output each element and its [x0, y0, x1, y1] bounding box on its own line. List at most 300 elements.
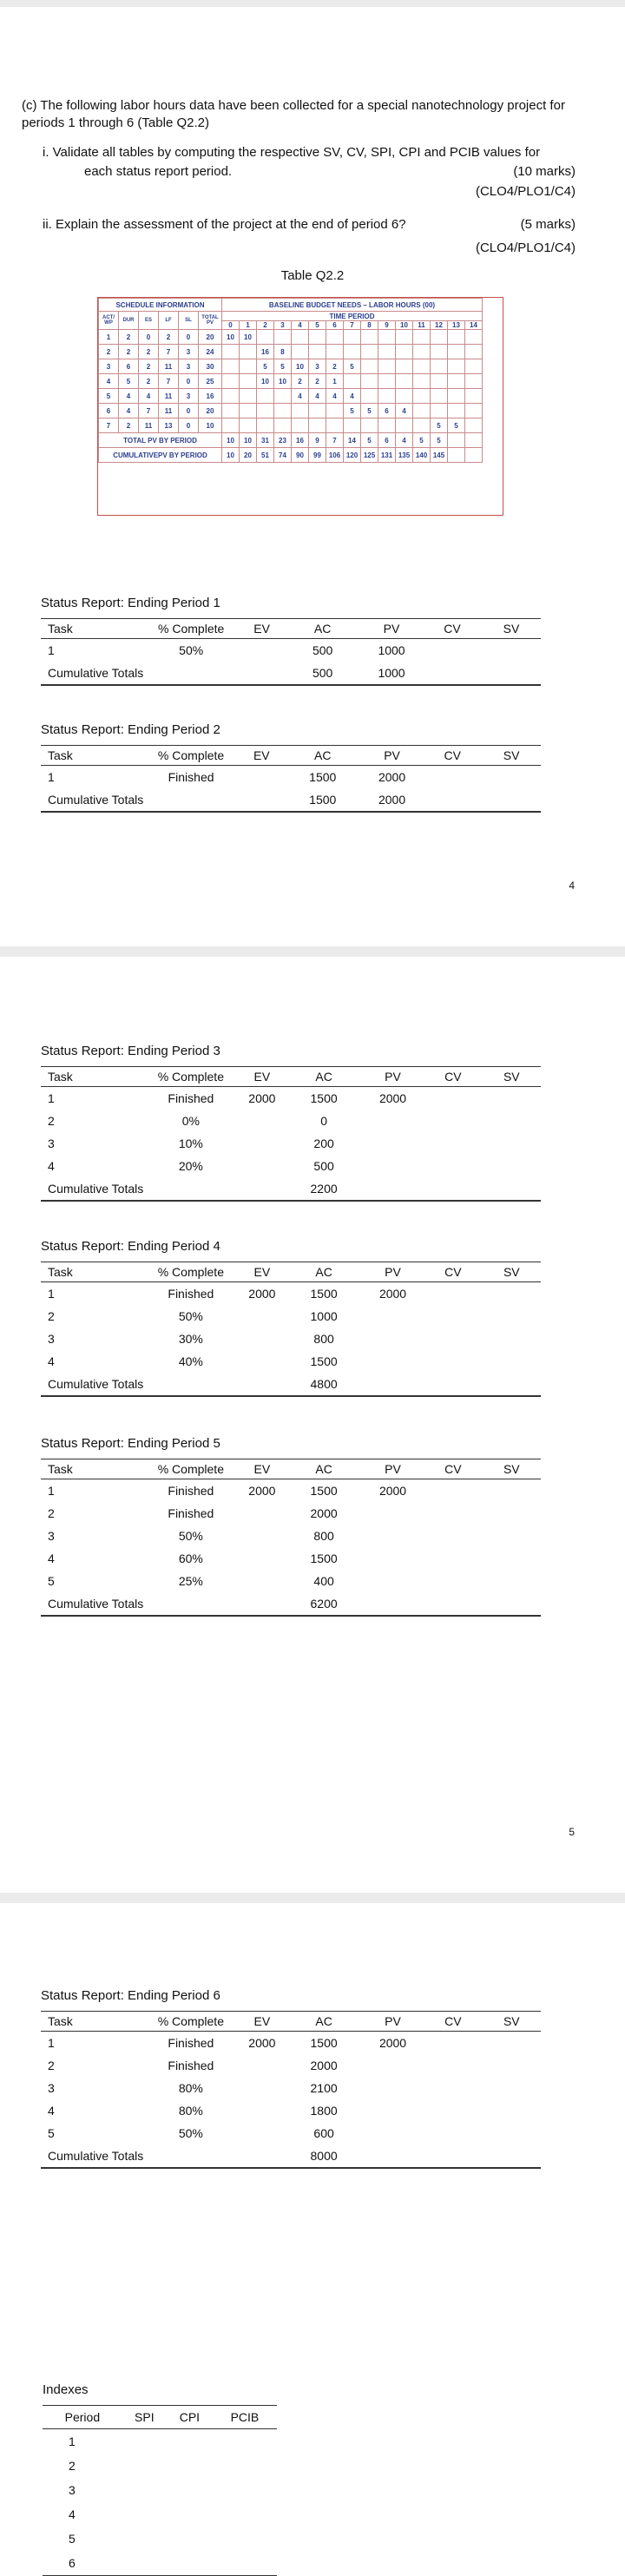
total-cell	[143, 1592, 238, 1616]
budget-cell	[240, 345, 257, 359]
budget-cell	[378, 389, 396, 404]
budget-cell	[431, 374, 448, 389]
status-cell	[362, 1155, 424, 1177]
index-period: 2	[69, 2459, 76, 2473]
index-value	[167, 2502, 213, 2527]
table-row	[41, 1502, 541, 1525]
cumulative-pv-cell: 131	[378, 448, 396, 463]
cumulative-pv-cell: 120	[344, 448, 361, 463]
budget-cell: 10	[240, 330, 257, 345]
budget-cell	[378, 418, 396, 433]
status-cell: 2100	[310, 2081, 338, 2095]
status-cell: 50%	[178, 1529, 203, 1543]
status-cell: 1000	[310, 1309, 338, 1323]
total-pv-cell: 10	[222, 433, 240, 448]
period-label: 3	[274, 321, 292, 330]
activity-info-cell: 30	[199, 359, 222, 374]
status-cell	[362, 1132, 424, 1155]
column-header: AC	[286, 2012, 362, 2032]
activity-info-cell: 16	[199, 389, 222, 404]
activity-row	[99, 345, 483, 359]
page-gap	[0, 946, 625, 957]
col-total-pv: TOTAL PV	[199, 312, 222, 330]
index-value	[167, 2527, 213, 2551]
status-cell: 5	[48, 1574, 55, 1588]
column-header: Task	[41, 2012, 143, 2032]
status-header-row	[41, 746, 541, 766]
status-header-row	[41, 1459, 541, 1479]
status-cell	[483, 1282, 541, 1306]
period-label: 9	[378, 321, 396, 330]
total-cell	[362, 1373, 424, 1396]
total-pv-cell: 10	[240, 433, 257, 448]
index-value	[122, 2478, 167, 2502]
budget-cell	[361, 374, 378, 389]
total-pv-cell: 9	[309, 433, 326, 448]
column-header: CV	[424, 2012, 482, 2032]
status-cell	[238, 1110, 286, 1132]
cumulative-totals-label: Cumulative Totals	[41, 1177, 143, 1201]
total-cell	[239, 788, 285, 812]
index-row	[43, 2478, 277, 2502]
status-cell	[238, 2054, 286, 2077]
activity-info-cell: 11	[159, 359, 179, 374]
budget-cell	[240, 404, 257, 418]
status-cell: Finished	[168, 1287, 214, 1301]
total-cell	[239, 662, 285, 685]
column-header: SV	[482, 619, 541, 639]
cumulative-pv-cell: 140	[413, 448, 431, 463]
status-cell: 50%	[178, 1309, 203, 1323]
status-cell: 2000	[248, 2036, 276, 2050]
activity-info-cell: 7	[159, 345, 179, 359]
cumulative-totals-label: Cumulative Totals	[41, 662, 143, 685]
status-cell: 1800	[310, 2104, 338, 2118]
budget-cell	[361, 330, 378, 345]
budget-cell	[378, 374, 396, 389]
status-cell	[239, 766, 285, 789]
period-label: 5	[309, 321, 326, 330]
column-header: PV	[362, 1067, 424, 1087]
budget-cell	[240, 359, 257, 374]
budget-cell	[222, 345, 240, 359]
column-header: EV	[238, 1459, 286, 1479]
table-row	[41, 1155, 541, 1177]
column-header: AC	[286, 1067, 362, 1087]
part-ii-marks: (5 marks)	[520, 217, 576, 232]
status-cell	[483, 1110, 541, 1132]
cumulative-totals-row	[41, 788, 541, 812]
status-cell	[424, 2032, 482, 2055]
status-cell: 2000	[310, 1506, 338, 1520]
column-header: Task	[41, 1262, 143, 1282]
status-cell	[362, 2077, 424, 2099]
activity-info-cell: 6	[99, 404, 119, 418]
status-cell	[483, 2099, 541, 2122]
period-label: 12	[431, 321, 448, 330]
status-cell: 2000	[378, 1287, 407, 1301]
status-cell	[362, 1328, 424, 1350]
status-cell	[423, 639, 482, 662]
column-header: AC	[286, 1262, 362, 1282]
budget-cell	[344, 345, 361, 359]
column-header: SV	[483, 1067, 541, 1087]
activity-info-cell: 0	[139, 330, 159, 345]
index-value	[213, 2502, 277, 2527]
status-cell: 20%	[178, 1159, 203, 1173]
column-header: AC	[285, 746, 361, 766]
period-label: 7	[344, 321, 361, 330]
status-cell: 0%	[181, 1114, 200, 1128]
status-cell	[238, 1328, 286, 1350]
budget-cell	[396, 389, 413, 404]
status-cell	[238, 2077, 286, 2099]
budget-cell	[292, 404, 309, 418]
total-pv-cell: 16	[292, 433, 309, 448]
budget-cell	[292, 418, 309, 433]
index-value	[167, 2429, 213, 2454]
status-cell: 2000	[248, 1287, 276, 1301]
status-cell	[424, 1570, 482, 1592]
activity-info-cell: 20	[199, 404, 222, 418]
activity-info-cell: 4	[139, 389, 159, 404]
table-row	[41, 1282, 541, 1306]
budget-cell: 2	[326, 359, 344, 374]
status-cell: 3	[48, 1332, 55, 1346]
budget-cell	[257, 418, 274, 433]
status-cell: 1	[48, 770, 55, 784]
status-cell: 2	[48, 1309, 55, 1323]
status-cell: 40%	[178, 1354, 203, 1368]
total-cell: 1000	[360, 662, 423, 685]
status-report-table	[41, 2011, 541, 2169]
table-row	[41, 1132, 541, 1155]
status-cell: Finished	[168, 770, 214, 784]
index-period: 4	[69, 2507, 76, 2521]
status-cell: 3	[48, 2081, 55, 2095]
period-label: 8	[361, 321, 378, 330]
status-cell	[483, 1350, 541, 1373]
column-header: % Complete	[143, 746, 239, 766]
column-header: SV	[483, 1262, 541, 1282]
index-value	[167, 2478, 213, 2502]
budget-cell	[465, 359, 483, 374]
status-report-title: Status Report: Ending Period 6	[41, 1988, 220, 2003]
table-row	[41, 1570, 541, 1592]
total-cell	[238, 1592, 286, 1616]
status-cell: 1000	[378, 643, 405, 657]
activity-info-cell: 2	[119, 345, 139, 359]
status-cell: 2	[48, 1114, 55, 1128]
page-gap	[0, 0, 625, 7]
total-cell	[143, 2144, 238, 2168]
status-cell: 1500	[309, 770, 337, 784]
col-dur: DUR	[119, 312, 139, 330]
activity-info-cell: 2	[119, 330, 139, 345]
status-cell	[483, 1305, 541, 1328]
index-value	[213, 2527, 277, 2551]
activity-info-cell: 2	[139, 374, 159, 389]
cumulative-totals-row	[41, 2144, 541, 2168]
status-cell: 1	[48, 643, 55, 657]
activity-info-cell: 1	[99, 330, 119, 345]
budget-cell	[448, 345, 465, 359]
total-pv-row	[99, 433, 483, 448]
status-cell	[238, 2122, 286, 2144]
budget-cell	[361, 389, 378, 404]
col-sl: SL	[179, 312, 199, 330]
index-value	[122, 2527, 167, 2551]
index-value	[122, 2429, 167, 2454]
question-part-ii: ii. Explain the assessment of the project at the end of period 6?	[43, 217, 406, 232]
index-value	[213, 2429, 277, 2454]
cumulative-totals-row	[41, 1592, 541, 1616]
budget-cell	[465, 374, 483, 389]
status-header-row	[41, 2012, 541, 2032]
status-cell	[362, 2054, 424, 2077]
budget-cell: 5	[344, 404, 361, 418]
status-report-title: Status Report: Ending Period 2	[41, 722, 220, 737]
activity-info-cell: 0	[179, 374, 199, 389]
status-report-table	[41, 745, 541, 813]
status-cell: 60%	[178, 1552, 203, 1565]
budget-cell	[326, 345, 344, 359]
budget-cell: 4	[292, 389, 309, 404]
budget-cell: 4	[344, 389, 361, 404]
budget-cell	[222, 359, 240, 374]
status-cell	[424, 1547, 482, 1570]
index-period: 6	[43, 2551, 122, 2576]
table-caption: Table Q2.2	[280, 268, 345, 283]
status-report-title: Status Report: Ending Period 1	[41, 596, 220, 610]
cumulative-pv-cell: 51	[257, 448, 274, 463]
column-header: % Complete	[143, 1262, 238, 1282]
cumulative-pv-cell: 90	[292, 448, 309, 463]
activity-info-cell: 7	[159, 374, 179, 389]
total-pv-cell: 4	[396, 433, 413, 448]
period-label: 0	[222, 321, 240, 330]
budget-cell	[326, 404, 344, 418]
budget-cell	[274, 404, 292, 418]
status-cell	[483, 1547, 541, 1570]
status-cell: 10%	[178, 1136, 203, 1150]
cumulative-totals-label: Cumulative Totals	[41, 1592, 143, 1616]
column-header: % Complete	[143, 1459, 238, 1479]
budget-cell	[361, 418, 378, 433]
column-header: EV	[239, 746, 285, 766]
column-header: PV	[362, 1459, 424, 1479]
status-cell: 25%	[178, 1574, 203, 1588]
status-cell	[424, 1479, 482, 1503]
status-cell	[238, 2099, 286, 2122]
table-row	[41, 2099, 541, 2122]
cumulative-pv-cell: 10	[222, 448, 240, 463]
table-row	[41, 639, 541, 662]
col-lf: LF	[159, 312, 179, 330]
budget-cell: 10	[257, 374, 274, 389]
table-row	[41, 1305, 541, 1328]
budget-cell: 5	[448, 418, 465, 433]
status-cell	[238, 1570, 286, 1592]
column-header: CV	[423, 746, 482, 766]
column-header: AC	[285, 619, 360, 639]
status-cell	[424, 1155, 482, 1177]
activity-info-cell: 20	[199, 330, 222, 345]
budget-cell	[396, 345, 413, 359]
status-cell	[239, 639, 285, 662]
activity-row	[99, 330, 483, 345]
status-cell	[483, 2054, 541, 2077]
total-cell	[423, 788, 482, 812]
status-cell: 80%	[178, 2104, 203, 2118]
page-gap	[0, 1893, 625, 1903]
status-cell: 2000	[378, 1091, 407, 1105]
budget-cell	[309, 418, 326, 433]
column-header: CV	[423, 619, 482, 639]
cumulative-totals-row	[41, 1177, 541, 1201]
budget-cell	[396, 330, 413, 345]
budget-cell	[396, 418, 413, 433]
status-cell	[424, 1132, 482, 1155]
total-pv-cell: 31	[257, 433, 274, 448]
column-header: % Complete	[143, 1067, 238, 1087]
status-header-row	[41, 1067, 541, 1087]
activity-info-cell: 11	[139, 418, 159, 433]
budget-cell	[378, 330, 396, 345]
activity-info-cell: 2	[139, 359, 159, 374]
activity-info-cell: 25	[199, 374, 222, 389]
cumulative-pv-cell: 145	[431, 448, 448, 463]
status-cell	[483, 2122, 541, 2144]
status-cell: 600	[313, 2126, 334, 2140]
index-row	[43, 2527, 277, 2551]
total-cell	[143, 662, 239, 685]
status-cell	[238, 1547, 286, 1570]
index-column-header: CPI	[167, 2406, 213, 2429]
column-header: EV	[239, 619, 285, 639]
status-cell: 800	[313, 1529, 334, 1543]
activity-info-cell: 7	[139, 404, 159, 418]
status-cell: 30%	[178, 1332, 203, 1346]
cumulative-pv-cell: 20	[240, 448, 257, 463]
total-cell	[362, 1592, 424, 1616]
status-cell	[424, 2077, 482, 2099]
budget-cell	[309, 404, 326, 418]
column-header: CV	[424, 1262, 482, 1282]
status-cell: 1500	[310, 1552, 338, 1565]
status-cell	[483, 1479, 541, 1503]
budget-cell: 8	[274, 345, 292, 359]
status-cell: 500	[313, 1159, 334, 1173]
table-row	[41, 1087, 541, 1110]
activity-row	[99, 389, 483, 404]
budget-cell	[240, 374, 257, 389]
column-header: PV	[361, 746, 424, 766]
status-cell: 800	[313, 1332, 334, 1346]
index-period: 5	[69, 2532, 76, 2546]
part-i-clo: (CLO4/PLO1/C4)	[475, 184, 576, 199]
total-cell: 500	[285, 662, 360, 685]
budget-cell: 10	[222, 330, 240, 345]
total-pv-cell: 6	[378, 433, 396, 448]
status-cell: 1500	[310, 1484, 338, 1498]
status-cell	[424, 2099, 482, 2122]
budget-cell	[222, 418, 240, 433]
status-cell	[362, 1350, 424, 1373]
status-cell	[362, 1525, 424, 1547]
status-cell: 2000	[248, 1484, 276, 1498]
column-header: % Complete	[143, 619, 239, 639]
total-cell: 4800	[286, 1373, 362, 1396]
activity-info-cell: 2	[159, 330, 179, 345]
status-cell	[362, 2099, 424, 2122]
budget-cell	[257, 330, 274, 345]
column-header: Task	[41, 1459, 143, 1479]
cumulative-pv-cell: 99	[309, 448, 326, 463]
period-label: 2	[257, 321, 274, 330]
activity-row	[99, 374, 483, 389]
time-period-header: TIME PERIOD	[222, 312, 483, 321]
cumulative-pv-cell: 106	[326, 448, 344, 463]
total-cell	[424, 2144, 482, 2168]
column-header: SV	[483, 1459, 541, 1479]
total-pv-label: TOTAL PV BY PERIOD	[99, 433, 222, 448]
cumulative-totals-row	[41, 1373, 541, 1396]
status-cell	[362, 1305, 424, 1328]
question-part-i-cont: each status report period.	[84, 164, 233, 179]
status-cell: 4	[48, 1552, 55, 1565]
budget-cell	[465, 418, 483, 433]
budget-cell	[309, 330, 326, 345]
budget-cell	[257, 404, 274, 418]
question-intro: (c) The following labor hours data have been collected for a special nanotechnology project for periods 1 through 6 (Table Q2.2)	[22, 98, 565, 130]
cumulative-totals-label: Cumulative Totals	[41, 1373, 143, 1396]
activity-info-cell: 4	[119, 404, 139, 418]
index-column-header: SPI	[122, 2406, 167, 2429]
activity-row	[99, 359, 483, 374]
index-period: 1	[69, 2434, 76, 2448]
status-report-table	[41, 1262, 541, 1397]
period-label: 6	[326, 321, 344, 330]
budget-cell	[465, 389, 483, 404]
status-cell: 2000	[248, 1091, 276, 1105]
table-row	[41, 1328, 541, 1350]
cumulative-pv-cell	[465, 448, 483, 463]
budget-cell	[431, 389, 448, 404]
activity-info-cell: 2	[99, 345, 119, 359]
budget-cell	[344, 374, 361, 389]
index-value	[213, 2454, 277, 2478]
status-cell	[424, 1305, 482, 1328]
total-cell	[362, 2144, 424, 2168]
status-cell	[424, 1525, 482, 1547]
index-row	[43, 2502, 277, 2527]
status-report-table	[41, 618, 541, 686]
part-i-marks: (10 marks)	[513, 164, 576, 179]
status-cell: 3	[48, 1529, 55, 1543]
status-cell: 4	[48, 1354, 55, 1368]
budget-cell	[222, 389, 240, 404]
column-header: Task	[41, 746, 143, 766]
budget-cell	[465, 330, 483, 345]
budget-cell: 10	[292, 359, 309, 374]
status-cell: 400	[313, 1574, 334, 1588]
status-cell	[483, 1087, 541, 1110]
activity-info-cell: 24	[199, 345, 222, 359]
indexes-table	[43, 2405, 277, 2576]
budget-cell	[431, 330, 448, 345]
column-header: EV	[238, 1262, 286, 1282]
